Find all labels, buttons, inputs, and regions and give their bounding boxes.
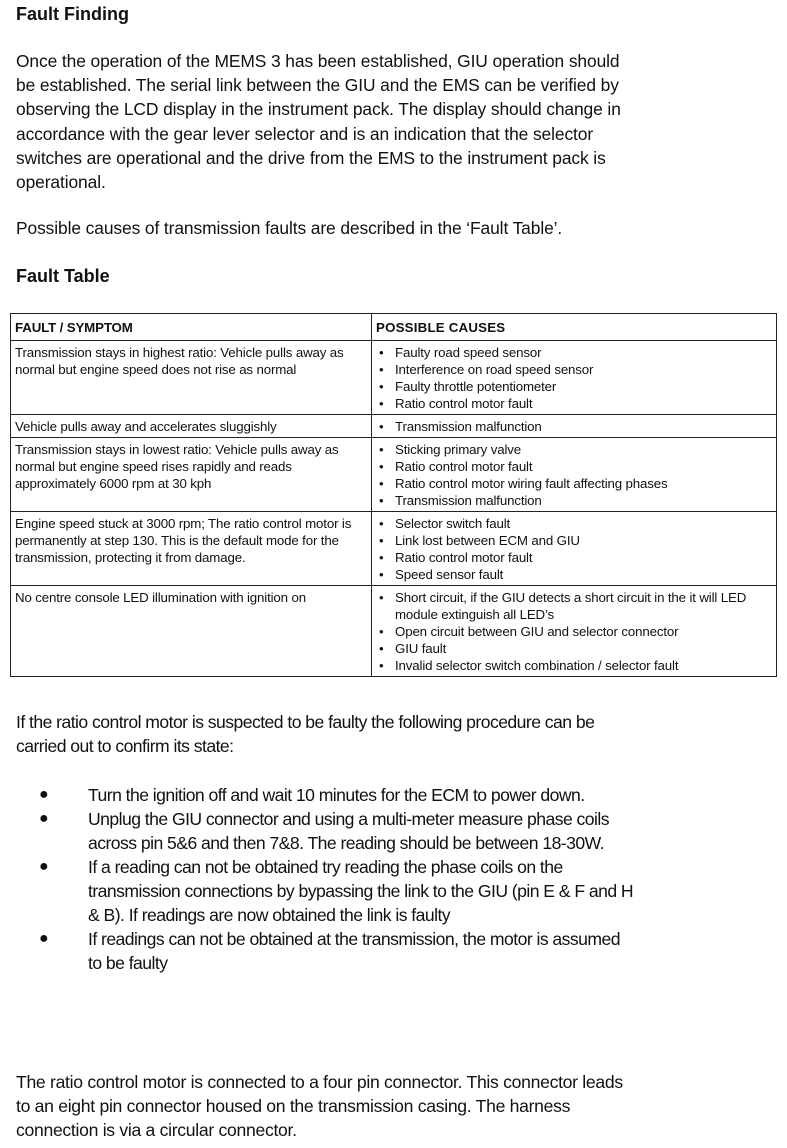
fault-table-row	[11, 586, 777, 677]
bullet-icon: •	[379, 590, 384, 605]
bullet-icon: •	[379, 362, 384, 377]
cause-text: Short circuit, if the GIU detects a short circuit in the it will LED module extinguish all LED’s	[395, 590, 747, 622]
cause-item	[376, 395, 772, 412]
cause-text: Sticking primary valve	[395, 442, 522, 457]
procedure-step-text: Unplug the GIU connector and using a multi-meter measure phase coils across pin 5&6 and then 7&8. The reading should be between 18-30W.	[88, 809, 609, 853]
cause-item	[376, 657, 772, 674]
connector-paragraph: The ratio control motor is connected to a four pin connector. This connector leads to an eight pin connector housed on the transmission casing. The harness connection is via a circular connector.	[16, 1072, 623, 1141]
cause-text: Speed sensor fault	[395, 567, 504, 582]
cause-item	[376, 589, 772, 623]
procedure-step	[16, 927, 636, 975]
causes-list	[376, 344, 772, 412]
cause-text: Ratio control motor fault	[395, 396, 533, 411]
cause-text: Ratio control motor wiring fault affecting phases	[395, 476, 668, 491]
fault-table-row	[11, 438, 777, 512]
bullet-icon: •	[379, 567, 384, 582]
heading-fault-table: Fault Table	[16, 266, 110, 286]
causes-list	[376, 418, 772, 435]
cause-text: Ratio control motor fault	[395, 550, 533, 565]
cause-text: Open circuit between GIU and selector connector	[395, 624, 679, 639]
possible-causes-cell	[372, 415, 777, 438]
procedure-step-text: Turn the ignition off and wait 10 minutes for the ECM to power down.	[88, 785, 585, 805]
cause-item	[376, 566, 772, 583]
cause-text: Faulty throttle potentiometer	[395, 379, 557, 394]
bullet-icon: ●	[39, 786, 49, 803]
cause-text: Ratio control motor fault	[395, 459, 533, 474]
procedure-step-text: If a reading can not be obtained try reading the phase coils on the transmission connections by bypassing the link to the GIU (pin E & F and H & B). If readings are now obtained the link is faulty	[88, 857, 634, 925]
possible-causes-cell	[372, 512, 777, 586]
cause-item	[376, 378, 772, 395]
bullet-icon: •	[379, 396, 384, 411]
cause-text: Selector switch fault	[395, 516, 511, 531]
cause-item	[376, 515, 772, 532]
cause-item	[376, 640, 772, 657]
bullet-icon: •	[379, 533, 384, 548]
cause-item	[376, 475, 772, 492]
cause-text: Transmission malfunction	[395, 493, 542, 508]
causes-list	[376, 589, 772, 674]
cause-item	[376, 344, 772, 361]
bullet-icon: •	[379, 658, 384, 673]
cause-text: Faulty road speed sensor	[395, 345, 542, 360]
cause-text: GIU fault	[395, 641, 447, 656]
fault-table-body	[11, 341, 777, 677]
fault-table	[10, 313, 777, 677]
fault-table-header-row	[11, 314, 777, 341]
possible-causes-paragraph: Possible causes of transmission faults are described in the ‘Fault Table’.	[16, 218, 563, 238]
fault-symptom-cell: Engine speed stuck at 3000 rpm; The ratio control motor is permanently at step 130. This is the default mode for the transmission, protecting it from damage.	[11, 512, 372, 586]
fault-table-row	[11, 415, 777, 438]
bullet-icon: •	[379, 442, 384, 457]
heading-fault-finding: Fault Finding	[16, 4, 129, 24]
procedure-intro-paragraph: If the ratio control motor is suspected to be faulty the following procedure can be carried out to confirm its state:	[16, 712, 595, 757]
cause-item	[376, 418, 772, 435]
bullet-icon: •	[379, 419, 384, 434]
cause-item	[376, 458, 772, 475]
cause-item	[376, 492, 772, 509]
cause-item	[376, 623, 772, 640]
intro-paragraph: Once the operation of the MEMS 3 has been established, GIU operation should be established. The serial link between the GIU and the EMS can be verified by observing the LCD display in the instrument pack. The display should change in accordance with the gear lever selector and is an indication that the selector switches are operational and the drive from the EMS to the instrument pack is operational.	[16, 51, 621, 193]
fault-symptom-cell: Transmission stays in highest ratio: Vehicle pulls away as normal but engine speed does not rise as normal	[11, 341, 372, 415]
bullet-icon: •	[379, 345, 384, 360]
procedure-step	[16, 855, 636, 927]
header-possible-causes: POSSIBLE CAUSES	[372, 314, 777, 341]
bullet-icon: ●	[39, 930, 49, 947]
cause-item	[376, 549, 772, 566]
cause-text: Transmission malfunction	[395, 419, 542, 434]
fault-symptom-cell: No centre console LED illumination with ignition on	[11, 586, 372, 677]
bullet-icon: •	[379, 493, 384, 508]
procedure-step	[16, 783, 636, 807]
procedure-step-text: If readings can not be obtained at the transmission, the motor is assumed to be faulty	[88, 929, 620, 973]
fault-table-row	[11, 341, 777, 415]
procedure-steps-list	[16, 783, 636, 975]
possible-causes-cell	[372, 586, 777, 677]
cause-item	[376, 532, 772, 549]
bullet-icon: •	[379, 459, 384, 474]
fault-symptom-cell: Transmission stays in lowest ratio: Vehicle pulls away as normal but engine speed rises rapidly and reads approximately 6000 rpm at 30 kph	[11, 438, 372, 512]
possible-causes-cell	[372, 341, 777, 415]
cause-item	[376, 361, 772, 378]
causes-list	[376, 441, 772, 509]
bullet-icon: •	[379, 476, 384, 491]
cause-text: Interference on road speed sensor	[395, 362, 594, 377]
header-fault-symptom: FAULT / SYMPTOM	[11, 314, 372, 341]
bullet-icon: ●	[39, 858, 49, 875]
cause-text: Link lost between ECM and GIU	[395, 533, 580, 548]
cause-text: Invalid selector switch combination / selector fault	[395, 658, 679, 673]
cause-item	[376, 441, 772, 458]
bullet-icon: •	[379, 641, 384, 656]
possible-causes-cell	[372, 438, 777, 512]
fault-symptom-cell: Vehicle pulls away and accelerates sluggishly	[11, 415, 372, 438]
bullet-icon: •	[379, 516, 384, 531]
bullet-icon: ●	[39, 810, 49, 827]
bullet-icon: •	[379, 550, 384, 565]
procedure-step	[16, 807, 636, 855]
bullet-icon: •	[379, 624, 384, 639]
bullet-icon: •	[379, 379, 384, 394]
fault-table-row	[11, 512, 777, 586]
causes-list	[376, 515, 772, 583]
